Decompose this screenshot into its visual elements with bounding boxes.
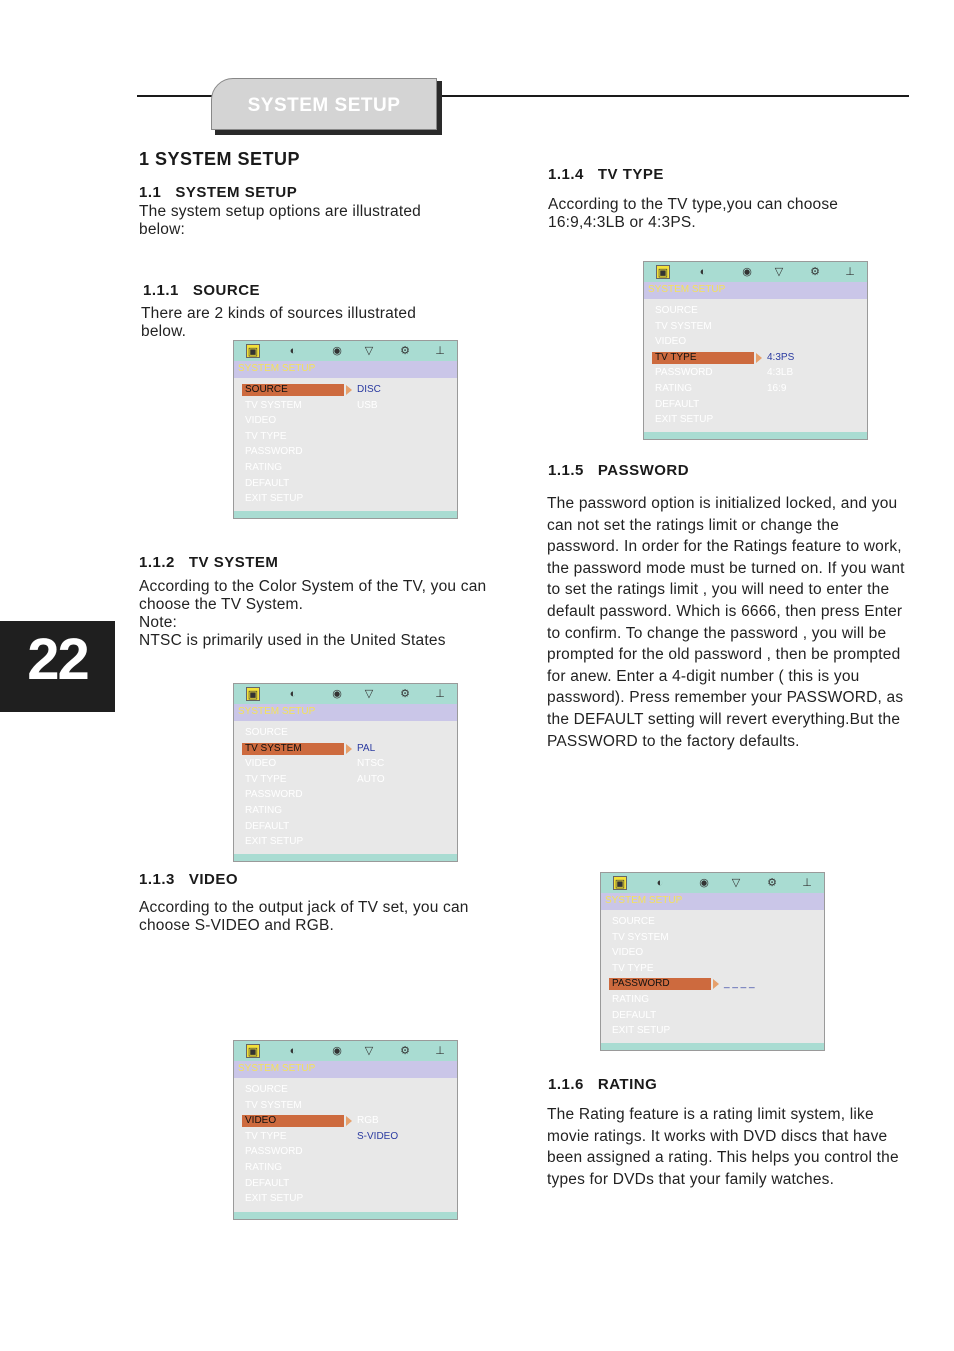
menu-arrow-icon [713, 979, 719, 989]
menu-option: RGB [357, 1115, 379, 1127]
menu-option: NTSC [357, 758, 385, 770]
antenna-icon: ▽ [774, 266, 784, 278]
heading-1-1-2: 1.1.2 TV SYSTEM [139, 554, 279, 571]
menu-option: PAL [357, 742, 376, 754]
menu-item-source: SOURCE [612, 916, 655, 927]
heading-1-1-3: 1.1.3 VIDEO [139, 871, 239, 888]
menu-item-default: DEFAULT [655, 398, 700, 410]
exit-icon: ⊥ [435, 1045, 445, 1057]
menu-item-source: SOURCE [245, 727, 288, 738]
menu-option: 4:3LB [767, 367, 794, 379]
menu-item-tv-system: TV SYSTEM [612, 931, 669, 943]
settings-icon: ⚙ [767, 877, 777, 889]
menu-arrow-icon [346, 744, 352, 754]
para-1-1-3: According to the output jack of TV set, you can choose S-VIDEO and RGB. [139, 899, 469, 934]
menu-item-rating: RATING [612, 994, 650, 1005]
menu-arrow-icon [756, 353, 762, 363]
menu-bottom-bar [234, 511, 457, 518]
monitor-icon: ▣ [247, 1046, 259, 1058]
menu-option: DISC [357, 384, 381, 395]
menu-item-rating: RATING [245, 805, 283, 816]
menu-item-video: VIDEO [245, 1115, 277, 1127]
settings-icon: ⚙ [810, 266, 820, 278]
audio-icon: ◉ [699, 877, 709, 889]
menu-item-default: DEFAULT [245, 1177, 290, 1189]
speaker-icon: ◐ [656, 877, 664, 889]
menu-video [233, 1040, 458, 1220]
heading-1-1-1: 1.1.1 SOURCE [143, 282, 261, 299]
audio-icon: ◉ [742, 266, 752, 278]
header-tab-label: SYSTEM SETUP [247, 95, 401, 116]
menu-icon-bar [601, 873, 824, 893]
heading-1-1-5: 1.1.5 PASSWORD [548, 462, 690, 479]
menu-option: 16:9 [767, 383, 787, 394]
menu-item-exit-setup: EXIT SETUP [245, 493, 304, 505]
monitor-icon: ▣ [614, 878, 626, 890]
menu-item-password: PASSWORD [245, 1146, 303, 1158]
menu-item-tv-type: TV TYPE [245, 1130, 287, 1142]
menu-item-tv-type: TV TYPE [655, 351, 697, 363]
audio-icon: ◉ [332, 1045, 342, 1057]
menu-item-tv-type: TV TYPE [612, 962, 654, 974]
menu-item-default: DEFAULT [245, 477, 290, 489]
settings-icon: ⚙ [400, 688, 410, 700]
menu-option: USB [357, 399, 378, 411]
monitor-icon: ▣ [247, 346, 259, 358]
audio-icon: ◉ [332, 688, 342, 700]
menu-option: _ _ _ _ [724, 978, 755, 990]
menu-item-password: PASSWORD [612, 978, 670, 990]
para-1-1-2-note: Note: [139, 614, 178, 631]
antenna-icon: ▽ [731, 877, 741, 889]
menu-tv-type [643, 261, 868, 440]
speaker-icon: ◐ [289, 345, 297, 357]
para-1-1-4: According to the TV type,you can choose 16:9,4:3LB or 4:3PS. [548, 196, 839, 231]
menu-item-rating: RATING [245, 462, 283, 473]
exit-icon: ⊥ [435, 345, 445, 357]
antenna-icon: ▽ [364, 1045, 374, 1057]
menu-item-source: SOURCE [655, 305, 698, 316]
header-tab [211, 78, 437, 130]
settings-icon: ⚙ [400, 345, 410, 357]
menu-source [233, 340, 458, 519]
exit-icon: ⊥ [435, 688, 445, 700]
menu-option: AUTO [357, 773, 385, 785]
menu-icon-bar [644, 262, 867, 282]
menu-item-video: VIDEO [245, 758, 277, 770]
speaker-icon: ◐ [699, 266, 707, 278]
exit-icon: ⊥ [845, 266, 855, 278]
menu-item-exit-setup: EXIT SETUP [245, 1193, 304, 1205]
heading-1-1: 1.1 SYSTEM SETUP [139, 184, 298, 201]
menu-item-default: DEFAULT [245, 820, 290, 832]
menu-item-tv-system: TV SYSTEM [655, 320, 712, 332]
menu-item-exit-setup: EXIT SETUP [245, 836, 304, 848]
menu-item-source: SOURCE [245, 384, 288, 395]
menu-item-tv-system: TV SYSTEM [245, 1099, 302, 1111]
menu-title: SYSTEM SETUP [605, 895, 683, 906]
menu-arrow-icon [346, 385, 352, 395]
heading-1-1-4: 1.1.4 TV TYPE [548, 166, 664, 183]
menu-password [600, 872, 825, 1051]
menu-title: SYSTEM SETUP [238, 1063, 316, 1074]
menu-title: SYSTEM SETUP [648, 284, 726, 295]
speaker-icon: ◐ [289, 688, 297, 700]
settings-icon: ⚙ [400, 1045, 410, 1057]
antenna-icon: ▽ [364, 345, 374, 357]
menu-tv-system [233, 683, 458, 862]
menu-item-tv-type: TV TYPE [245, 430, 287, 442]
heading-1-1-6: 1.1.6 RATING [548, 1076, 658, 1093]
menu-item-tv-system: TV SYSTEM [245, 742, 302, 754]
page-number: 22 [27, 627, 88, 692]
speaker-icon: ◐ [289, 1045, 297, 1057]
menu-icon-bar [234, 684, 457, 704]
para-1-1-5: The password option is initialized locked, and you can not set the ratings limit or change the password. In order for the Ratings feature to work, the password mode must be turned on. If you want to set the ratings limit , you will need to enter the default password. Which is 6666, then press Enter to confirm. To change the password , you will be prompted for the old password , then be prompted for anew. Enter a 4-digit number ( this is you password). Press remember your PASSWORD, as the DEFAULT setting will revert everything.But the PASSWORD to the factory defaults. [547, 495, 905, 750]
menu-bottom-bar [644, 432, 867, 439]
menu-item-video: VIDEO [655, 336, 687, 348]
exit-icon: ⊥ [802, 877, 812, 889]
menu-item-password: PASSWORD [655, 367, 713, 379]
menu-item-source: SOURCE [245, 1084, 288, 1095]
menu-item-default: DEFAULT [612, 1009, 657, 1021]
menu-option: 4:3PS [767, 351, 795, 363]
para-1-1-6: The Rating feature is a rating limit system, like movie ratings. It works with DVD discs that have been assigned a rating. This helps you control the types for DVDs that your family watches. [547, 1106, 899, 1188]
menu-icon-bar [234, 1041, 457, 1061]
menu-item-rating: RATING [655, 383, 693, 394]
monitor-icon: ▣ [247, 689, 259, 701]
para-1-1-2 [139, 578, 499, 650]
menu-title: SYSTEM SETUP [238, 706, 316, 717]
para-1-1-1: There are 2 kinds of sources illustrated below. [141, 305, 417, 340]
menu-bottom-bar [234, 1212, 457, 1219]
antenna-icon: ▽ [364, 688, 374, 700]
menu-item-exit-setup: EXIT SETUP [655, 414, 714, 426]
menu-item-exit-setup: EXIT SETUP [612, 1025, 671, 1037]
menu-item-video: VIDEO [245, 415, 277, 427]
menu-bottom-bar [234, 854, 457, 861]
menu-arrow-icon [346, 1116, 352, 1126]
para-1-1-2-line: According to the Color System of the TV, you can choose the TV System. [139, 578, 487, 613]
monitor-icon: ▣ [657, 267, 669, 279]
menu-item-video: VIDEO [612, 947, 644, 959]
menu-item-password: PASSWORD [245, 446, 303, 458]
menu-item-tv-type: TV TYPE [245, 773, 287, 785]
menu-item-rating: RATING [245, 1162, 283, 1173]
menu-option: S-VIDEO [357, 1130, 399, 1142]
audio-icon: ◉ [332, 345, 342, 357]
section-title: 1 SYSTEM SETUP [139, 149, 301, 169]
para-1-1-2-line: NTSC is primarily used in the United States [139, 632, 446, 649]
menu-item-tv-system: TV SYSTEM [245, 399, 302, 411]
menu-item-password: PASSWORD [245, 789, 303, 801]
menu-bottom-bar [601, 1043, 824, 1050]
menu-icon-bar [234, 341, 457, 361]
menu-title: SYSTEM SETUP [238, 363, 316, 374]
para-1-1: The system setup options are illustrated below: [139, 203, 421, 238]
